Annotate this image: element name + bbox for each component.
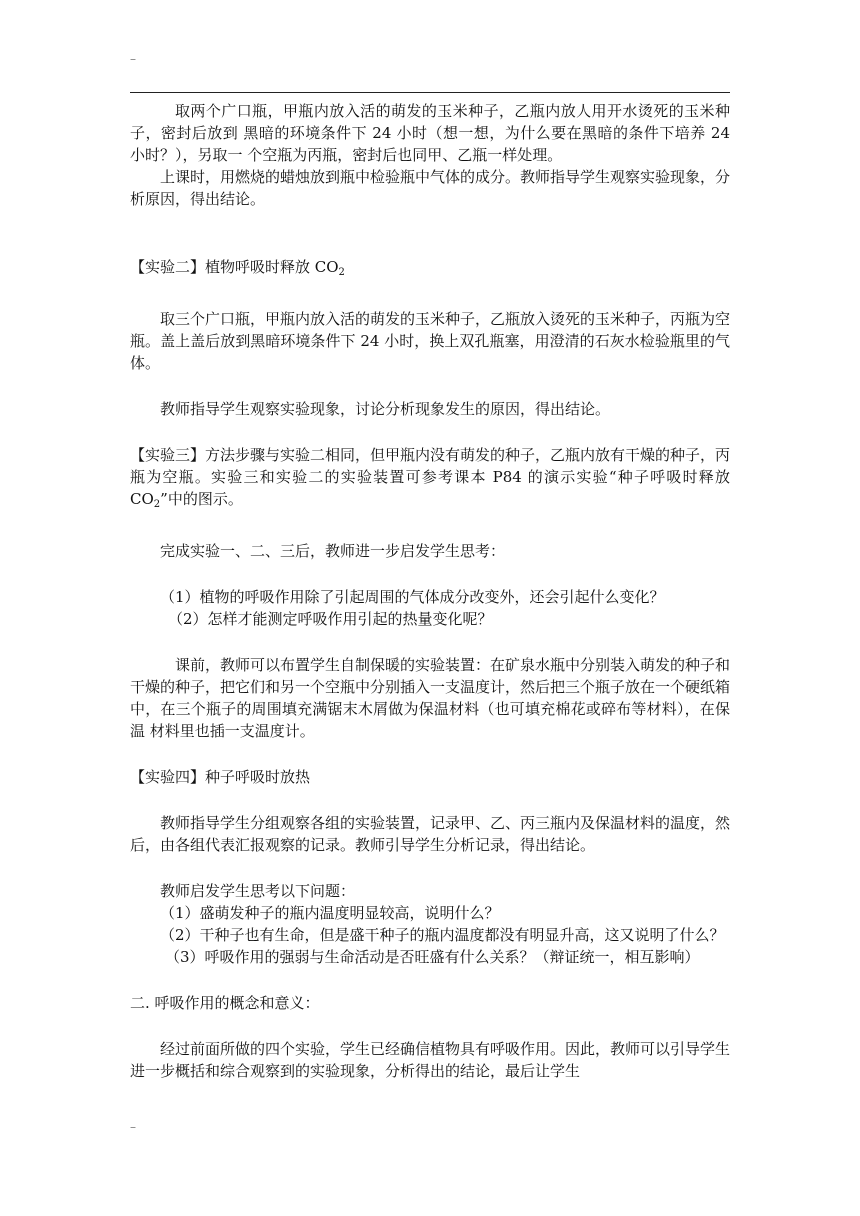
paragraph-think: 教师启发学生思考以下问题： — [160, 882, 356, 900]
experiment2-title-text: 【实验二】植物呼吸时释放 CO — [130, 258, 339, 276]
paragraph-summary: 经过前面所做的四个实验，学生已经确信植物具有呼吸作用。因此，教师可以引导学生进一步概括和综合观察到的实验现象，分析得出的结论，最后让学生 — [130, 1040, 731, 1080]
experiment2-title-subscript: 2 — [338, 267, 345, 278]
paragraph-prep: 课前，教师可以布置学生自制保暖的实验装置：在矿泉水瓶中分别装入萌发的种子和干燥的种子，把它们和另一个空瓶中分别插入一支温度计，然后把三个瓶子放在一个硬纸箱中，在三个瓶子的周围填充满锯末木屑做为保温材料（也可填充棉花或碎布等材料），在保温 材料里也插一支温度计。 — [130, 656, 731, 740]
experiment2-title — [130, 256, 730, 284]
paragraph-experiment1-setup: 取两个广口瓶，甲瓶内放入活的萌发的玉米种子，乙瓶内放人用开水烫死的玉米种子，密封后放到 黑暗的环境条件下 24 小时（想一想，为什么要在黑暗的条件下培养 24 小时？），另取一 个空瓶为丙瓶，密封后也同甲、乙瓶一样处理。 — [130, 102, 730, 164]
header-mark: – — [130, 52, 136, 66]
experiment3-subscript: 2 — [153, 499, 161, 510]
paragraph-experiment2-setup: 取三个广口瓶，甲瓶内放入活的萌发的玉米种子，乙瓶放入烫死的玉米种子，丙瓶为空瓶。盖上盖后放到黑暗环境条件下 24 小时，换上双孔瓶塞，用澄清的石灰水检验瓶里的气体。 — [130, 310, 731, 372]
reflection-2: （2）干种子也有生命，但是盛干种子的瓶内温度都没有明显升高，这又说明了什么？ — [160, 926, 725, 944]
paragraph-after-experiments: 完成实验一、二、三后，教师进一步启发学生思考： — [160, 542, 506, 560]
paragraph-experiment4: 教师指导学生分组观察各组的实验装置，记录甲、乙、丙三瓶内及保温材料的温度，然后，由各组代表汇报观察的记录。教师引导学生分析记录，得出结论。 — [130, 814, 731, 854]
footer-mark: – — [130, 1120, 136, 1134]
section-heading-2: 二. 呼吸作用的概念和意义： — [130, 994, 320, 1012]
header-rule — [130, 92, 730, 93]
question-2: （2）怎样才能测定呼吸作用引起的热量变化呢？ — [168, 610, 493, 628]
document-body — [130, 100, 730, 1082]
experiment3-text-b: ”中的图示。 — [160, 490, 243, 508]
experiment3-text-a: 【实验三】方法步骤与实验二相同，但甲瓶内没有萌发的种子，乙瓶内放有干燥的种子，丙瓶为空瓶。实验三和实验二的实验装置可参考课本 P84 的演示实验“种子呼吸时释放 CO — [130, 446, 731, 508]
question-1: （1）植物的呼吸作用除了引起周围的气体成分改变外，还会引起什么变化？ — [160, 588, 665, 606]
reflection-3: （3）呼吸作用的强弱与生命活动是否旺盛有什么关系？（辩证统一，相互影响） — [165, 948, 700, 966]
experiment4-title: 【实验四】种子呼吸时放热 — [130, 768, 311, 786]
paragraph-experiment2-guide: 教师指导学生观察实验现象，讨论分析现象发生的原因，得出结论。 — [160, 400, 611, 418]
paragraph-experiment1-class: 上课时，用燃烧的蜡烛放到瓶中检验瓶中气体的成分。教师指导学生观察实验现象，分析原因，得出结论。 — [130, 168, 731, 208]
reflection-1: （1）盛萌发种子的瓶内温度明显较高，说明什么？ — [160, 904, 500, 922]
paragraph-experiment3 — [130, 444, 730, 516]
